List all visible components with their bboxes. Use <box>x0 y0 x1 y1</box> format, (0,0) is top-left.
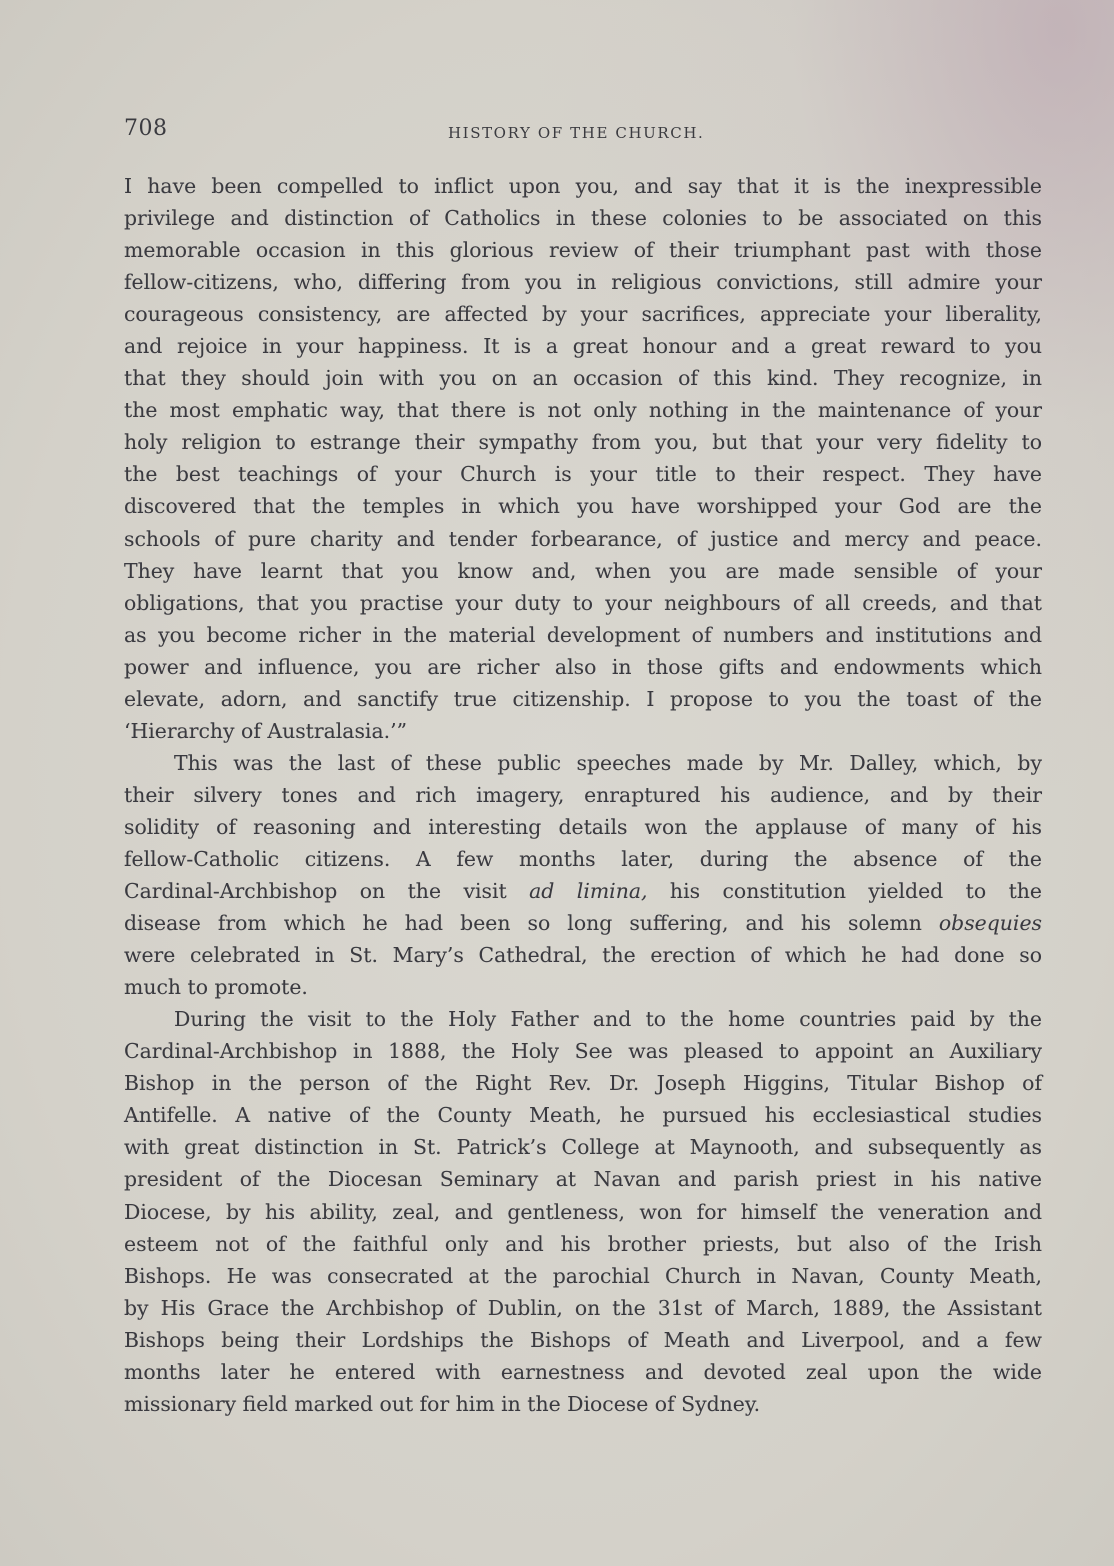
text-line: schools of pure charity and tender forbearance, of justice and mercy and peace. <box>124 526 1042 551</box>
body-text <box>124 170 1042 1420</box>
text-line: During the visit to the Holy Father and to the home countries paid by the <box>174 1007 1042 1032</box>
text-line: that they should join with you on an occasion of this kind. They recognize, in <box>124 366 1042 391</box>
text-line: president of the Diocesan Seminary at Navan and parish priest in his native <box>124 1167 1042 1192</box>
text-line: Bishop in the person of the Right Rev. Dr. Joseph Higgins, Titular Bishop of <box>124 1071 1042 1096</box>
text-line: This was the last of these public speeches made by Mr. Dalley, which, by <box>174 750 1042 775</box>
text-run: disease from which he had been so long suffering, and his solemn <box>124 911 939 936</box>
text-line: fellow-Catholic citizens. A few months later, during the absence of the <box>124 846 1042 871</box>
text-line: by His Grace the Archbishop of Dublin, on the 31st of March, 1889, the Assistant <box>124 1295 1042 1320</box>
text-line: ‘Hierarchy of Australasia.’” <box>124 718 407 743</box>
italic-phrase: ad limina, <box>529 879 648 904</box>
text-line: I have been compelled to inflict upon you, and say that it is the inexpressible <box>124 174 1042 198</box>
text-line: courageous consistency, are affected by your sacrifices, appreciate your liberality, <box>124 302 1042 327</box>
text-line: discovered that the temples in which you have worshipped your God are the <box>124 494 1042 519</box>
text-line: memorable occasion in this glorious review of their triumphant past with those <box>124 238 1042 263</box>
paragraph-dalley <box>124 747 1042 1003</box>
text-line: privilege and distinction of Catholics in these colonies to be associated on this <box>124 206 1042 231</box>
page-number: 708 <box>124 116 168 141</box>
text-line: esteem not of the faithful only and his brother priests, but also of the Irish <box>124 1231 1042 1256</box>
text-line: power and influence, you are richer also in those gifts and endowments which <box>124 654 1042 679</box>
text-line: missionary field marked out for him in the Diocese of Sydney. <box>124 1391 761 1416</box>
text-line: They have learnt that you know and, when you are made sensible of your <box>124 558 1042 583</box>
text-line: their silvery tones and rich imagery, enraptured his audience, and by their <box>124 782 1042 807</box>
text-line: Bishops being their Lordships the Bishops of Meath and Liverpool, and a few <box>124 1327 1042 1352</box>
text-line: Antifelle. A native of the County Meath, he pursued his ecclesiastical studies <box>124 1103 1042 1128</box>
text-line: Bishops. He was consecrated at the parochial Church in Navan, County Meath, <box>124 1263 1042 1288</box>
text-line <box>124 907 1042 939</box>
text-line <box>124 875 1042 907</box>
paragraph-speech-conclusion <box>124 170 1042 747</box>
text-line: Cardinal-Archbishop in 1888, the Holy See was pleased to appoint an Auxiliary <box>124 1039 1042 1064</box>
running-title: HISTORY OF THE CHURCH. <box>448 124 705 142</box>
text-run: Cardinal-Archbishop on the visit <box>124 879 530 904</box>
text-line: much to promote. <box>124 975 308 1000</box>
text-line: solidity of reasoning and interesting details won the applause of many of his <box>124 814 1042 839</box>
text-line: the most emphatic way, that there is not only nothing in the maintenance of your <box>124 398 1042 423</box>
text-line: months later he entered with earnestness and devoted zeal upon the wide <box>124 1359 1042 1384</box>
text-run: his constitution yielded to the <box>647 879 1042 904</box>
text-line: Diocese, by his ability, zeal, and gentleness, won for himself the veneration and <box>124 1199 1042 1224</box>
running-head <box>124 116 1044 152</box>
paragraph-higgins <box>124 1003 1042 1420</box>
italic-word: obsequies <box>938 911 1042 936</box>
text-line: as you become richer in the material development of numbers and institutions and <box>124 622 1042 647</box>
text-line: were celebrated in St. Mary’s Cathedral, the erection of which he had done so <box>124 943 1042 968</box>
text-line: obligations, that you practise your duty to your neighbours of all creeds, and that <box>124 590 1042 615</box>
text-line: the best teachings of your Church is your title to their respect. They have <box>124 462 1042 487</box>
text-line: holy religion to estrange their sympathy from you, but that your very fidelity to <box>124 430 1042 455</box>
text-line: with great distinction in St. Patrick’s College at Maynooth, and subsequently as <box>124 1135 1042 1160</box>
text-line: elevate, adorn, and sanctify true citizenship. I propose to you the toast of the <box>124 686 1042 711</box>
text-line: fellow-citizens, who, differing from you in religious convictions, still admire your <box>124 270 1042 295</box>
text-line: and rejoice in your happiness. It is a great honour and a great reward to you <box>124 334 1042 359</box>
